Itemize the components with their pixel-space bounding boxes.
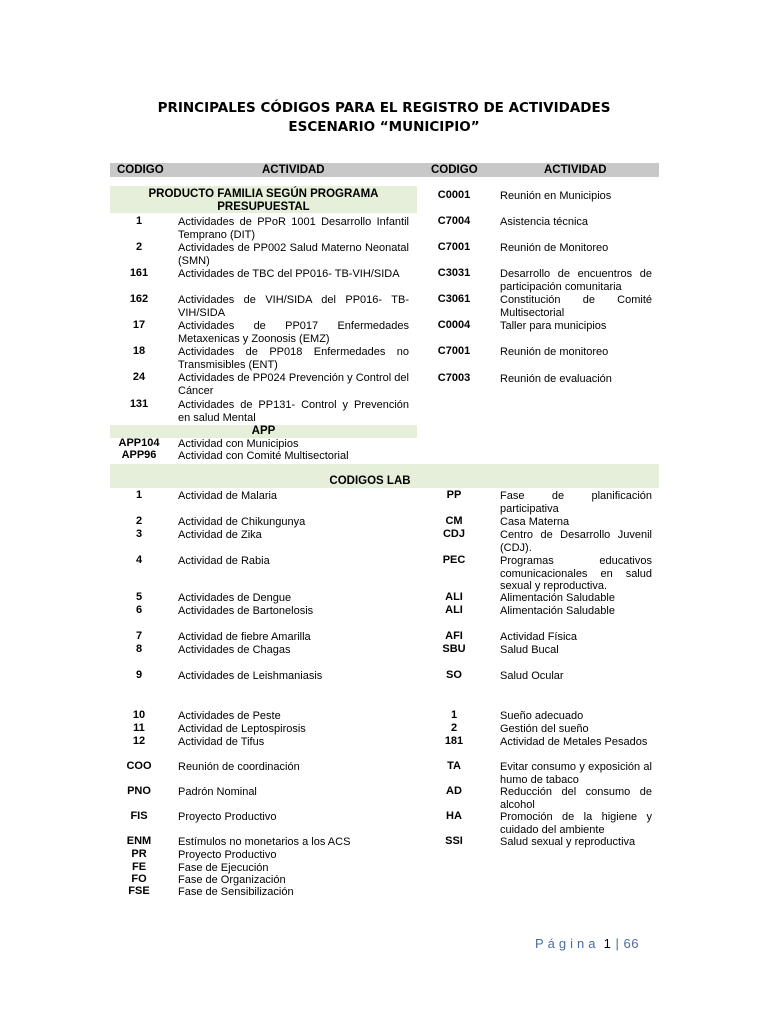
row-activity: Padrón Nominal [178,786,257,798]
section-title-app: APP [251,425,276,437]
row-activity: Actividad de fiebre Amarilla [178,631,311,643]
header-actividad-1: ACTIVIDAD [262,164,325,176]
row-code: ALI [445,591,463,603]
row-code: PR [131,848,147,860]
row-code: 1 [135,215,143,227]
row-code: 12 [132,735,146,747]
row-activity: Programas educativos comunicacionales en salud sexual y reproductiva. [500,555,652,592]
row-activity: Desarrollo de encuentros de participación comunitaria [500,268,652,293]
row-activity: Fase de planificación participativa [500,490,652,515]
row-code: C7004 [437,215,471,227]
row-code: PP [446,489,462,501]
row-code: 8 [135,643,143,655]
document-title-line-1: PRINCIPALES CÓDIGOS PARA EL REGISTRO DE ACTIVIDADES [157,100,611,116]
row-code: FIS [130,810,148,822]
row-code: C0001 [437,189,471,201]
row-code: 2 [450,722,458,734]
row-activity: Actividades de TBC del PP016- TB-VIH/SIDA [178,268,400,280]
row-activity: Actividad de Metales Pesados [500,736,648,748]
section-title-producto: PRODUCTO FAMILIA SEGÚN PROGRAMA PRESUPUESTAL [148,188,379,213]
row-activity: Actividades de Dengue [178,592,292,604]
row-code: 10 [132,709,146,721]
row-code: HA [446,810,462,822]
row-code: 11 [133,722,145,734]
row-code: 6 [135,604,143,616]
row-activity: Constitución de Comité Multisectorial [500,294,652,319]
row-code: 7 [135,630,143,642]
row-activity: Actividades de PP024 Prevención y Control del Cáncer [178,372,409,397]
row-activity: Actividades de Chagas [178,644,291,656]
row-code: 1 [450,709,458,721]
row-code: 24 [132,371,146,383]
row-code: ALI [445,604,463,616]
row-activity: Casa Materna [500,516,570,528]
row-activity: Proyecto Productivo [178,811,277,823]
row-code: 181 [444,735,464,747]
row-activity: Estímulos no monetarios a los ACS [178,836,351,848]
row-activity: Actividad de Zika [178,529,262,541]
row-code: 18 [132,345,146,357]
section-title-lab: CODIGOS LAB [329,475,411,487]
row-activity: Actividades de PP002 Salud Materno Neonatal (SMN) [178,242,409,267]
row-activity: Actividad con Comité Multisectorial [178,450,349,462]
row-code: 1 [135,489,143,501]
row-activity: Gestión del sueño [500,723,589,735]
row-code: APP96 [121,449,157,461]
footer-total-pages: 66 [623,936,639,951]
row-activity: Centro de Desarrollo Juvenil (CDJ). [500,529,652,554]
row-activity: Reducción del consumo de alcohol [500,786,652,811]
row-activity: Salud Ocular [500,670,564,682]
row-code: 161 [129,267,149,279]
row-activity: Asistencia técnica [500,216,589,228]
row-activity: Reunión de Monitoreo [500,242,609,254]
row-activity: Reunión en Municipios [500,190,612,202]
row-activity: Promoción de la higiene y cuidado del ambiente [500,811,652,836]
row-activity: Taller para municipios [500,320,607,332]
row-code: C7001 [437,345,471,357]
header-actividad-2: ACTIVIDAD [544,164,607,176]
row-code: TA [447,760,461,772]
row-code: C7003 [437,372,471,384]
row-activity: Fase de Ejecución [178,862,269,874]
row-code: C7001 [437,241,471,253]
page-footer [535,936,639,951]
row-activity: Actividades de PP131- Control y Prevención en salud Mental [178,399,409,424]
row-activity: Actividades de VIH/SIDA del PP016- TB-VIH/SIDA [178,294,409,319]
row-activity: Actividad con Municipios [178,438,299,450]
table-header [110,163,659,177]
row-activity: Actividades de Bartonelosis [178,605,314,617]
row-activity: Alimentación Saludable [500,605,615,617]
row-activity: Salud sexual y reproductiva [500,836,636,848]
row-code: AD [446,785,462,797]
row-code: CDJ [442,528,465,540]
row-code: 131 [129,398,149,410]
row-code: AFI [445,630,463,642]
header-codigo-2: CODIGO [431,164,478,176]
header-codigo-1: CODIGO [117,164,164,176]
row-activity: Actividad de Malaria [178,490,278,502]
row-code: C0004 [437,319,471,331]
row-code: 17 [132,319,146,331]
row-activity: Evitar consumo y exposición al humo de tabaco [500,761,652,786]
row-activity: Fase de Sensibilización [178,886,294,898]
row-code: FSE [128,885,150,897]
row-code: 162 [129,293,149,305]
row-activity: Actividades de PP017 Enfermedades Metaxenicas y Zoonosis (EMZ) [178,320,409,345]
row-activity: Actividad de Chikungunya [178,516,306,528]
row-code: C3031 [437,267,471,279]
row-code: FO [131,873,147,885]
row-code: ENM [126,835,152,847]
row-code: 3 [135,528,143,540]
row-code: FE [131,861,147,873]
row-activity: Sueño adecuado [500,710,584,722]
row-code: COO [126,760,152,772]
row-code: SBU [442,643,466,655]
row-code: CM [445,515,463,527]
row-activity: Alimentación Saludable [500,592,615,604]
row-code: PNO [127,785,151,797]
row-activity: Actividad de Tifus [178,736,265,748]
row-code: 2 [135,241,143,253]
row-code: APP104 [118,437,160,449]
row-code: SO [446,669,462,681]
row-code: 2 [135,515,143,527]
row-activity: Reunión de evaluación [500,373,612,385]
row-activity: Salud Bucal [500,644,559,656]
footer-separator: | [615,936,620,951]
row-activity: Actividades de Peste [178,710,281,722]
footer-label: Página [535,936,600,951]
row-activity: Proyecto Productivo [178,849,277,861]
document-title-line-2: ESCENARIO “MUNICIPIO” [288,119,480,135]
row-activity: Actividades de PPoR 1001 Desarrollo Infantil Temprano (DIT) [178,216,409,241]
row-code: 4 [135,554,143,566]
row-code: PEC [442,554,466,566]
row-code: C3061 [437,293,471,305]
footer-page-number: 1 [603,936,612,951]
row-activity: Fase de Organización [178,874,286,886]
row-activity: Actividad Física [500,631,578,643]
row-activity: Actividad de Rabia [178,555,270,567]
row-code: SSI [445,835,463,847]
row-activity: Actividades de PP018 Enfermedades no Transmisibles (ENT) [178,346,409,371]
row-activity: Actividades de Leishmaniasis [178,670,323,682]
row-code: 5 [135,591,143,603]
row-code: 9 [135,669,143,681]
row-activity: Actividad de Leptospirosis [178,723,306,735]
row-activity: Reunión de coordinación [178,761,300,773]
row-activity: Reunión de monitoreo [500,346,609,358]
